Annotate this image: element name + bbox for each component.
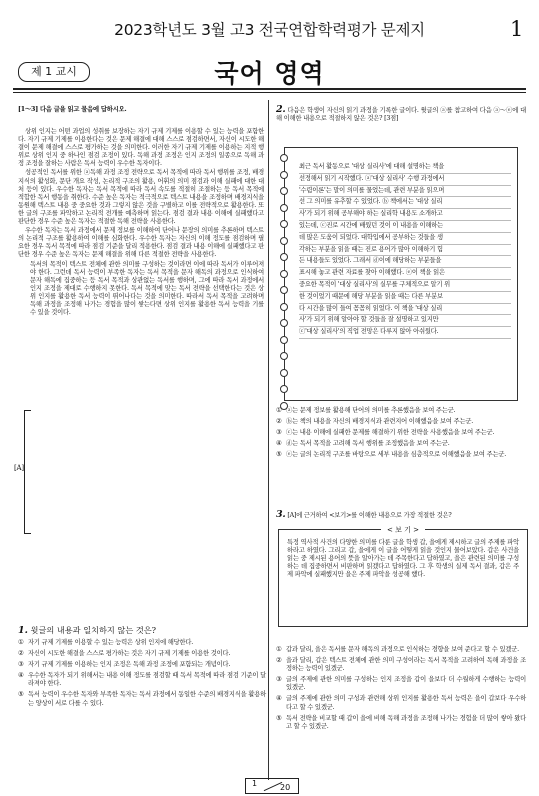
option-text: ⓐ는 문제 정보를 활용해 단어의 의미를 추론했음을 보여 주는군. — [286, 407, 456, 414]
note-line: 든 내용들도 있었다. 그래서 ⓓ이에 해당하는 부분들을 — [299, 256, 511, 268]
q2-option-1[interactable] — [276, 407, 526, 415]
note-line: 표시해 놓고 관련 자료를 찾아 이해했다. ⓔ이 책을 읽은 — [299, 268, 511, 280]
option-text: 자신이 시도한 해결을 스스로 평가하는 것은 자기 규제 기제를 이용한 것이다. — [28, 650, 231, 658]
q3-option-4[interactable] — [276, 695, 526, 711]
note-lines — [299, 162, 511, 339]
passage-paragraph-1: 상위 인지는 어떤 과업의 성취를 보장하는 자기 규제 기제를 이용할 수 있는 능력을 포함한다. 자기 규제 기제를 이용한다는 것은 문제 해결에 대해 스스로 점검하면서, 자신이 시도한 해결이 문제 해결에 스스로 평가하는 것을 의미한다. 이러한 자기 규제 기제를 이용하는 지적 행위로 상위 인지 중 하나인 점검 조정이 있다. 독해 과정 조정은 인지 조정의 일종으로 독해 과정 조정을 잘하는 사람은 독서 능력이 우수한 독자이다. — [18, 128, 264, 168]
q1-option-1[interactable] — [18, 639, 266, 647]
option-text: 자기 규제 기제를 이용할 수 있는 능력은 상위 인지에 해당한다. — [28, 639, 194, 646]
question-2-text: 다음은 학생이 자신의 읽기 과정을 기록한 글이다. 윗글의 ⓐ를 참고하여 다음 ⓐ～ⓔ에 대해 이해한 내용으로 적절하지 않은 것은? [3점] — [276, 107, 526, 123]
option-text: 우수한 독자가 되기 위해서는 내용 이해 정도를 점검할 때 독서 목적에 따라 점검 기준이 달라져야 한다. — [28, 672, 266, 688]
q3-option-3[interactable] — [276, 676, 526, 692]
option-number: ⑤ — [18, 691, 24, 699]
option-number: ④ — [276, 440, 282, 448]
option-number: ⑤ — [276, 714, 282, 722]
option-text: ⓔ는 글의 논리적 구조를 바탕으로 세부 내용을 심층적으로 이해했음을 보여 주는군. — [286, 451, 507, 459]
option-text: ⓓ는 독서 목적을 고려해 독서 행위를 조정했음을 보여 주는군. — [286, 440, 450, 448]
passage-paragraph-2: 성공적인 독서를 위한 ⓐ독해 과정 조정 전략으로 독서 목적에 따라 독서 행위를 조정, 배경지식의 활성화, 문단 개요 작성, 논리적 구조의 활용, 어휘의 의미 점검과 이해 실패에 대한 대처 등이 있다. 우수한 독자는 독서 목적에 따라 독서 속도를 적절히 조절하는 등 독서 목적에 적합한 독서 행동을 취한다. 수준 높은 독자는 적극적으로 텍스트 내용을 조정하며 배경지식을 동원해 텍스트 내용 중 중요한 것과 그렇지 않은 것을 구별하고 이를 전략적으로 활용한다. 또한 글의 구조를 파악하고 논리적 전개를 예측하며 읽는다. 점검 결과 내용 이해에 실패했다고 판단한 경우 수준 높은 독자는 적절한 독해 전략을 사용한다. — [18, 169, 264, 226]
q2-option-2[interactable] — [276, 418, 526, 426]
page-footer — [245, 778, 299, 794]
part-a-bracket — [24, 410, 31, 534]
question-3-number: 3. — [276, 509, 286, 520]
question-1-text: 윗글의 내용과 일치하지 않는 것은? — [30, 625, 157, 635]
option-text: 갑과 달리, 을은 독서를 문자 해독의 과정으로 인식하는 경향을 보여 준다고 할 수 있겠군. — [286, 646, 519, 653]
q1-option-3[interactable] — [18, 661, 266, 669]
question-1-stem — [18, 625, 266, 636]
student-note — [284, 147, 518, 401]
question-3-options — [276, 643, 526, 731]
note-line: 중요한 목적이 '대상 실리사'의 실무를 구체적으로 알기 위 — [299, 280, 511, 292]
q1-option-4[interactable] — [18, 672, 266, 688]
question-3-text: [A]에 근거하여 <보기>를 이해한 내용으로 가장 적절한 것은? — [287, 512, 452, 519]
option-number: ④ — [276, 695, 282, 703]
subject-title: 국어 영역 — [214, 59, 325, 88]
option-number: ③ — [276, 676, 282, 684]
q2-option-3[interactable] — [276, 429, 526, 437]
question-2-stem — [276, 106, 526, 123]
option-text: 자기 규제 기제를 이용하는 인지 조정은 독해 과정 조정에 포함되는 개념이다. — [28, 661, 231, 669]
note-line: 최근 독서 활동으로 '대상 실리사'에 대해 설명하는 책을 — [299, 162, 511, 174]
option-number: ① — [18, 639, 24, 646]
option-text: ⓑ는 책의 내용을 자신의 배경지식과 관련지어 이해했음을 보여 주는군. — [286, 418, 474, 426]
column-divider — [268, 100, 269, 780]
option-text: 독서 능력이 우수한 독자와 부족한 독자는 독서 과정에서 동일한 수준의 배경지식을 활용하는 양상이 서로 다를 수 있다. — [28, 691, 266, 707]
header-rule-thin — [13, 92, 526, 93]
note-line: 데 많은 도움이 되었다. 대학입에서 공부하는 것들을 생 — [299, 233, 511, 245]
question-2-number: 2. — [276, 104, 286, 115]
part-a-label: [A] — [14, 464, 24, 472]
question-1-number: 1. — [18, 625, 28, 636]
bogi-box — [278, 526, 528, 627]
option-text: ⓒ는 내용 이해에 실패한 문제를 해결하기 위한 전략을 사용했음을 보여 주는군. — [286, 429, 495, 437]
option-text: 을과 달리, 갑은 텍스트 전체에 관한 의미 구성이라는 독서 목적을 고려하여 독해 과정을 조정하는 능력이 있겠군. — [286, 657, 526, 673]
reading-passage — [14, 128, 264, 572]
q1-option-5[interactable] — [18, 691, 266, 707]
footer-total-pages: 20 — [280, 783, 291, 792]
question-2-options — [276, 404, 526, 459]
q3-option-2[interactable] — [276, 657, 526, 673]
passage-part-a: 독서의 목적이 텍스트 전체에 관한 의미를 구성하는 것이라면 이에 따라 독서가 이루어져야 한다. 그런데 독서 능력이 부족한 독자는 독서 목적을 문자 해독의 과정으로 인식하여 문자 해독에 집중하는 등 독서 목적과 상관없는 독서를 행하며, 그에 따라 독서 과정에서 인지 조정을 제대로 수행하지 못한다. 독서 목적에 맞는 독서 전략을 선택한다는 것은 상위 인지를 활용한 독서 능력이 뛰어나다는 것을 의미한다. 따라서 독서 목적을 고려하며 독해 과정을 조정해 나가는 경험을 많이 쌓는다면 상위 인지를 활용한 독서 능력을 기를 수 있을 것이다. — [30, 260, 264, 317]
bogi-title: < 보 기 > — [381, 526, 425, 534]
note-line: 있는데, ⓒ진로 시간에 배웠던 것이 이 내용을 이해하는 — [299, 221, 511, 233]
note-line: ⓒ'대상 실리사'의 직업 전망은 다루지 않아 아쉬웠다. — [299, 327, 511, 339]
note-line: 각하는 부분을 읽을 때는 진로 용어가 많아 이해하기 힘 — [299, 245, 511, 257]
note-line: '수렴이론'는 말이 의미를 물었는데, 관련 부분을 읽으며 — [299, 186, 511, 198]
footer-current-page: 1 — [252, 779, 258, 788]
passage-paragraph-3: 우수한 독자는 독서 과정에서 문제 정보를 이해하여 단어나 문장의 의미를 추론하며 텍스트의 논리적 구조를 활용하여 이해를 심화한다. 우수한 독자는 자신의 이해 정도를 점검하며 필요한 경우 독서 목적에 따라 점검 기준을 달리 적용한다. 점검 결과 내용 이해에 실패했다고 판단한 경우 수준 높은 독자는 문제 해결을 위해 다른 적절한 전략을 사용한다. — [18, 227, 264, 259]
option-number: ② — [18, 650, 24, 658]
option-number: ③ — [276, 429, 282, 437]
notebook-rings — [280, 154, 290, 418]
q2-option-5[interactable] — [276, 451, 526, 459]
exam-title: 2023학년도 3월 고3 전국연합학력평가 문제지 — [114, 21, 425, 39]
note-line: 다 시간을 많이 들여 꼼꼼히 읽었다. 이 책을 '대상 실리 — [299, 304, 511, 316]
option-number: ② — [276, 418, 282, 426]
note-line: 사'가 되기 위해 공부해야 하는 실리학 내용도 소개하고 — [299, 209, 511, 221]
option-text: 글의 주제에 관한 의미 구성과 관련해 상위 인지를 활용한 독서 능력은 을이 갑보다 우수하다고 할 수 있겠군. — [286, 695, 526, 711]
option-number: ⑤ — [276, 451, 282, 459]
note-line: 선 그 의미를 유추할 수 있었다. ⓑ 책에서는 '대상 실리 — [299, 197, 511, 209]
header-rule — [13, 88, 526, 90]
note-line: 선정해서 읽기 시작했다. ⓐ'대상 실리사' 수행 과정에서 — [299, 174, 511, 186]
option-number: ② — [276, 657, 282, 665]
question-3-stem — [276, 511, 526, 520]
option-text: 독서 전략을 비교할 때 갑이 을에 비해 독해 과정을 조정해 나가는 경험을 더 많이 쌓아 왔다고 할 수 있겠군. — [286, 714, 526, 730]
note-line: 사'가 되기 위해 알아야 할 것들을 잘 설명하고 있지만 — [299, 315, 511, 327]
page-number: 1 — [510, 17, 524, 41]
option-number: ③ — [18, 661, 24, 669]
option-number: ① — [276, 407, 282, 414]
option-number: ④ — [18, 672, 24, 680]
q2-option-4[interactable] — [276, 440, 526, 448]
note-line: 한 것이었기 때문에 해당 부분을 읽을 때는 다른 부분보 — [299, 292, 511, 304]
option-number: ① — [276, 646, 282, 653]
bogi-text: 특정 역사적 사건의 다양한 의미를 다룬 글을 학생 갑, 을에게 제시하고 글의 주제를 파악하라고 하였다. 그리고 갑, 을에게 이 글을 어떻게 읽을 것인지 물어보았다. 갑은 사건을 읽는 중 제시된 용어의 뜻을 알아가는 데 주목한다고 답하였고, 을은 관련된 의미를 구성하는 데 집중하면서 비판하며 읽겠다고 답하였다. 그 후 학생의 실제 독서 결과, 갑은 주제 파악에 실패했지만 을은 주제 파악을 성공해 했다. — [287, 539, 519, 579]
question-1 — [18, 625, 266, 708]
option-text: 글의 주제에 관한 의미를 구성하는 인지 조정을 갑이 을보다 더 수월하게 수행하는 능력이 있겠군. — [286, 676, 526, 692]
session-badge: 제 1 교시 — [18, 62, 90, 82]
q3-option-5[interactable] — [276, 715, 526, 731]
section-instruction: [1～3] 다음 글을 읽고 물음에 답하시오. — [18, 106, 127, 113]
q3-option-1[interactable] — [276, 646, 526, 654]
q1-option-2[interactable] — [18, 650, 266, 658]
